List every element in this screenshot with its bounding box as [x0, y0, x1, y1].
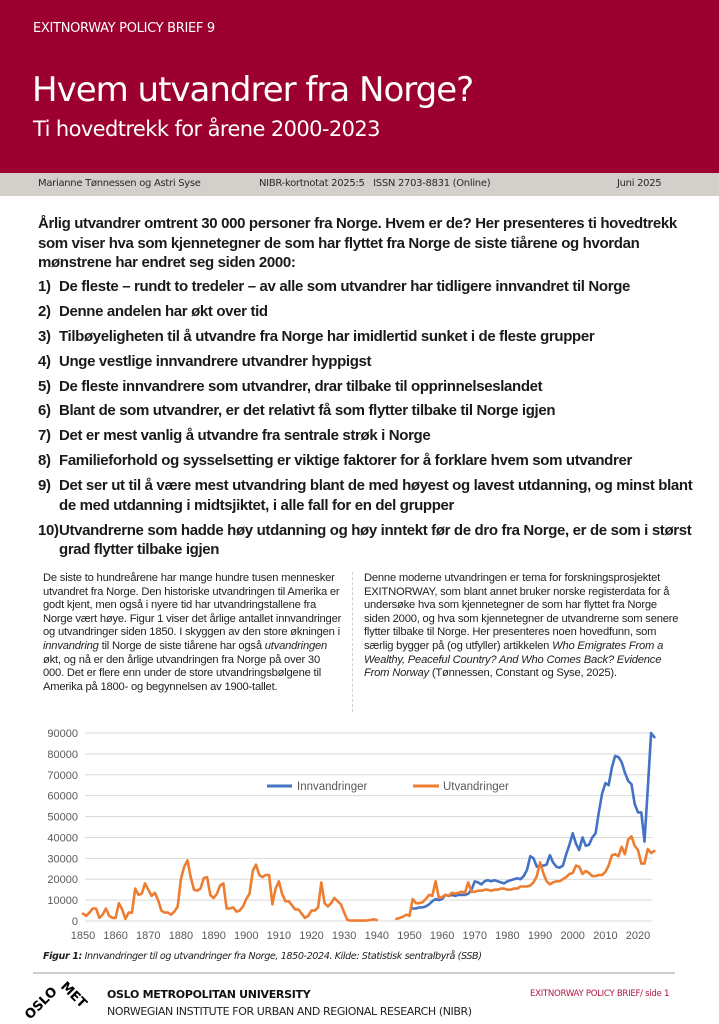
- finding-item: [38, 377, 698, 397]
- authors: Marianne Tønnessen og Astri Syse: [38, 178, 201, 189]
- body-text: Denne moderne utvandringen er tema for forskningsprosjektet EXITNORWAY, som blant annet bruker norske registerdata for å undersøke hva som kjennetegner de som har flyttet fra Norge siden 2000, og hva som kjennetegner de utvandrerne som senere flytter tilbake til Norge. Her presenteres noen hovedfunn, som særlig bygger på (og utfyller) artikkelen: [364, 572, 679, 652]
- finding-number: 9): [38, 477, 51, 495]
- finding-item: [38, 476, 698, 515]
- finding-item: [38, 426, 698, 446]
- body-text: De siste to hundreårene har mange hundre tusen mennesker utvandret fra Norge. Den historiske utvandringen til Amerika er godt kjent, men også i nyere tid har utvandringstallene fra Norge vært høye. Figur 1 viser det årlige antallet innvandringer og utvandringer siden 1850. I skyggen av den store økningen i: [43, 572, 342, 639]
- y-tick-label: 0: [71, 916, 78, 928]
- x-tick-label: 1990: [527, 930, 553, 942]
- finding-item: [38, 327, 698, 347]
- y-tick-label: 70000: [47, 769, 78, 782]
- finding-text: De fleste innvandrere som utvandrer, drar tilbake til opprinnelseslandet: [59, 377, 543, 395]
- x-tick-label: 1980: [495, 930, 520, 942]
- figure-caption: [43, 951, 482, 962]
- y-tick-label: 90000: [47, 728, 78, 740]
- finding-number: 2): [38, 302, 51, 320]
- footer-divider: [33, 972, 675, 974]
- finding-number: 10): [38, 521, 59, 539]
- x-tick-label: 2020: [625, 930, 651, 942]
- x-tick-label: 1940: [364, 930, 390, 942]
- oslomet-logo: [22, 978, 98, 1024]
- finding-text: Unge vestlige innvandrere utvandrer hyppigst: [59, 352, 372, 370]
- x-tick-label: 1860: [103, 930, 128, 942]
- caption-text: Innvandringer til og utvandringer fra Norge, 1850-2024. Kilde: Statistisk sentralbyrå (SSB): [81, 951, 482, 962]
- x-tick-label: 1930: [331, 930, 357, 942]
- x-tick-label: 1920: [299, 930, 324, 942]
- finding-text: Det ser ut til å være mest utvandring blant de med høyest og lavest utdanning, og minst blant de med utdanning i midtsjiktet, i alle fall for en del grupper: [59, 477, 693, 514]
- column-divider: [352, 572, 353, 712]
- publication-date: Juni 2025: [617, 178, 662, 189]
- y-tick-label: 10000: [47, 895, 78, 908]
- y-tick-label: 60000: [47, 790, 78, 803]
- body-emphasis: utvandringen: [264, 639, 328, 652]
- y-tick-label: 40000: [47, 832, 78, 845]
- body-text: økt, og nå er den årlige utvandringen fra Norge på over 30 000. Det er flere enn under de store utvandringsbølgene til Amerika på 1800- og begynnelsen av 1900-tallet.: [43, 653, 322, 693]
- finding-number: 5): [38, 377, 51, 395]
- x-tick-label: 1890: [201, 930, 226, 942]
- migration-chart: [30, 722, 680, 947]
- finding-item: [38, 521, 698, 560]
- finding-text: Denne andelen har økt over tid: [59, 302, 268, 320]
- x-tick-label: 1900: [233, 930, 259, 942]
- page-reference: EXITNORWAY POLICY BRIEF/ side 1: [530, 989, 670, 999]
- finding-text: Det er mest vanlig å utvandre fra sentrale strøk i Norge: [59, 427, 431, 445]
- report-number: NIBR-kortnotat 2025:5 ISSN 2703-8831 (Online): [259, 178, 491, 189]
- x-tick-label: 1870: [136, 930, 161, 942]
- finding-number: 7): [38, 427, 51, 445]
- body-text: (Tønnessen, Constant og Syse, 2025).: [428, 667, 617, 680]
- body-text: til Norge de siste tiårene har også: [98, 639, 265, 652]
- finding-text: Tilbøyeligheten til å utvandre fra Norge har imidlertid sunket i de fleste grupper: [59, 327, 595, 345]
- meta-bar: [0, 173, 719, 196]
- x-tick-label: 1970: [462, 930, 488, 942]
- x-tick-label: 1880: [168, 930, 194, 942]
- findings-list: [38, 277, 698, 565]
- header-banner: [0, 0, 719, 173]
- finding-item: [38, 451, 698, 471]
- page-title: Hvem utvandrer fra Norge?: [32, 70, 474, 110]
- caption-label: Figur 1:: [43, 951, 82, 962]
- intro-paragraph: Årlig utvandrer omtrent 30 000 personer fra Norge. Hvem er de? Her presenteres ti hovedtrekk som viser hva som kjennetegner de som har flyttet fra Norge de siste tiårene og hvordan mønstrene har endret seg siden 2000:: [38, 215, 677, 271]
- x-tick-label: 1960: [429, 930, 455, 942]
- legend-label-utvandringer: Utvandringer: [443, 781, 509, 793]
- x-tick-label: 2000: [560, 930, 585, 942]
- finding-item: [38, 277, 698, 297]
- x-tick-label: 2010: [593, 930, 618, 942]
- legend-label-innvandringer: Innvandringer: [297, 781, 368, 793]
- finding-number: 8): [38, 452, 51, 470]
- body-column-left: [43, 572, 343, 694]
- finding-item: [38, 401, 698, 421]
- x-tick-label: 1850: [70, 930, 96, 942]
- y-tick-label: 20000: [47, 874, 78, 887]
- finding-number: 3): [38, 327, 51, 345]
- finding-number: 1): [38, 278, 51, 295]
- finding-item: [38, 302, 698, 322]
- finding-text: Familieforhold og sysselsetting er viktige faktorer for å forklare hvem som utvandrer: [59, 452, 632, 470]
- finding-text: De fleste – rundt to tredeler – av alle som utvandrer har tidligere innvandret til Norge: [59, 278, 631, 295]
- finding-text: Blant de som utvandrer, er det relativt få som flytter tilbake til Norge igjen: [59, 402, 556, 420]
- finding-text: Utvandrerne som hadde høy utdanning og høy inntekt før de dro fra Norge, er de som i størst grad flytter tilbake igjen: [59, 521, 692, 559]
- y-tick-label: 80000: [47, 748, 78, 761]
- institute-name: NORWEGIAN INSTITUTE FOR URBAN AND REGIONAL RESEARCH (NIBR): [107, 1005, 472, 1018]
- finding-number: 4): [38, 352, 51, 370]
- y-tick-label: 30000: [47, 853, 78, 866]
- logo-text-met: MET: [57, 979, 90, 1012]
- article-title: Who Emigrates From a Wealthy, Peaceful Country? And Who Comes Back? Evidence From Norway: [364, 639, 664, 680]
- logo-text-oslo: OSLO: [22, 984, 61, 1023]
- series-label: EXITNORWAY POLICY BRIEF 9: [33, 21, 215, 36]
- y-tick-label: 50000: [47, 811, 78, 824]
- finding-number: 6): [38, 402, 51, 420]
- x-tick-label: 1910: [266, 930, 292, 942]
- university-name: OSLO METROPOLITAN UNIVERSITY: [107, 988, 311, 1001]
- chart-svg: [30, 722, 680, 947]
- page-subtitle: Ti hovedtrekk for årene 2000-2023: [33, 117, 380, 141]
- body-emphasis: innvandring: [43, 639, 99, 652]
- finding-item: [38, 352, 698, 372]
- x-tick-label: 1950: [397, 930, 422, 942]
- body-column-right: [364, 572, 684, 681]
